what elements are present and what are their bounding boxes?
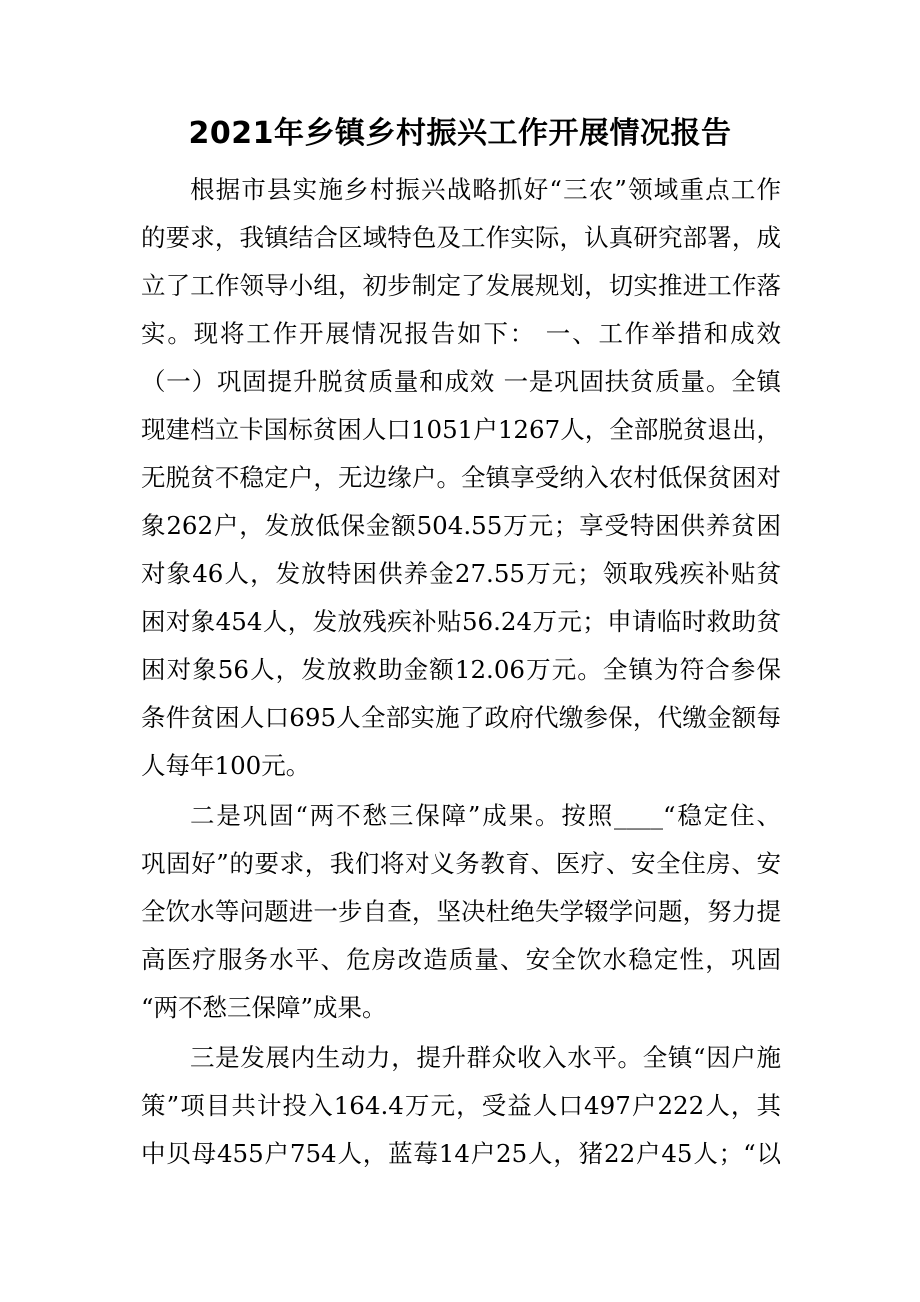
body-line-14: 二是巩固“两不愁三保障”成果。按照____“稳定住、: [190, 801, 781, 830]
body-line-6: 现建档立卡国标贫困人口1051户1267人，全部脱贫退出，: [141, 415, 781, 444]
body-line-3: 立了工作领导小组，初步制定了发展规划，切实推进工作落: [141, 271, 781, 300]
body-line-2: 的要求，我镇结合区域特色及工作实际，认真研究部署，成: [141, 223, 781, 252]
body-line-9: 对象46人，发放特困供养金27.55万元；领取残疾补贴贫: [141, 559, 781, 588]
body-line-5: （一）巩固提升脱贫质量和成效 一是巩固扶贫质量。全镇: [141, 367, 781, 396]
body-line-11: 困对象56人，发放救助金额12.06万元。全镇为符合参保: [141, 655, 781, 684]
body-line-13: 人每年100元。: [141, 751, 311, 780]
body-line-12: 条件贫困人口695人全部实施了政府代缴参保，代缴金额每: [141, 703, 781, 732]
document-title: 2021年乡镇乡村振兴工作开展情况报告: [188, 116, 732, 151]
body-line-15: 巩固好”的要求，我们将对义务教育、医疗、安全住房、安: [141, 849, 781, 878]
body-line-4: 实。现将工作开展情况报告如下： 一、工作举措和成效: [141, 319, 781, 348]
body-line-18: “两不愁三保障”成果。: [141, 993, 387, 1022]
body-line-7: 无脱贫不稳定户，无边缘户。全镇享受纳入农村低保贫困对: [141, 463, 781, 492]
body-line-21: 中贝母455户754人，蓝莓14户25人，猪22户45人；“以: [141, 1139, 781, 1168]
body-line-20: 策”项目共计投入164.4万元，受益人口497户222人，其: [141, 1091, 781, 1120]
body-line-16: 全饮水等问题进一步自查，坚决杜绝失学辍学问题，努力提: [141, 897, 781, 926]
body-line-8: 象262户，发放低保金额504.55万元；享受特困供养贫困: [141, 511, 781, 540]
body-line-17: 高医疗服务水平、危房改造质量、安全饮水稳定性，巩固: [141, 945, 781, 974]
body-line-19: 三是发展内生动力，提升群众收入水平。全镇“因户施: [190, 1043, 781, 1072]
body-line-1: 根据市县实施乡村振兴战略抓好“三农”领域重点工作: [190, 175, 781, 204]
body-line-10: 困对象454人，发放残疾补贴56.24万元；申请临时救助贫: [141, 607, 781, 636]
